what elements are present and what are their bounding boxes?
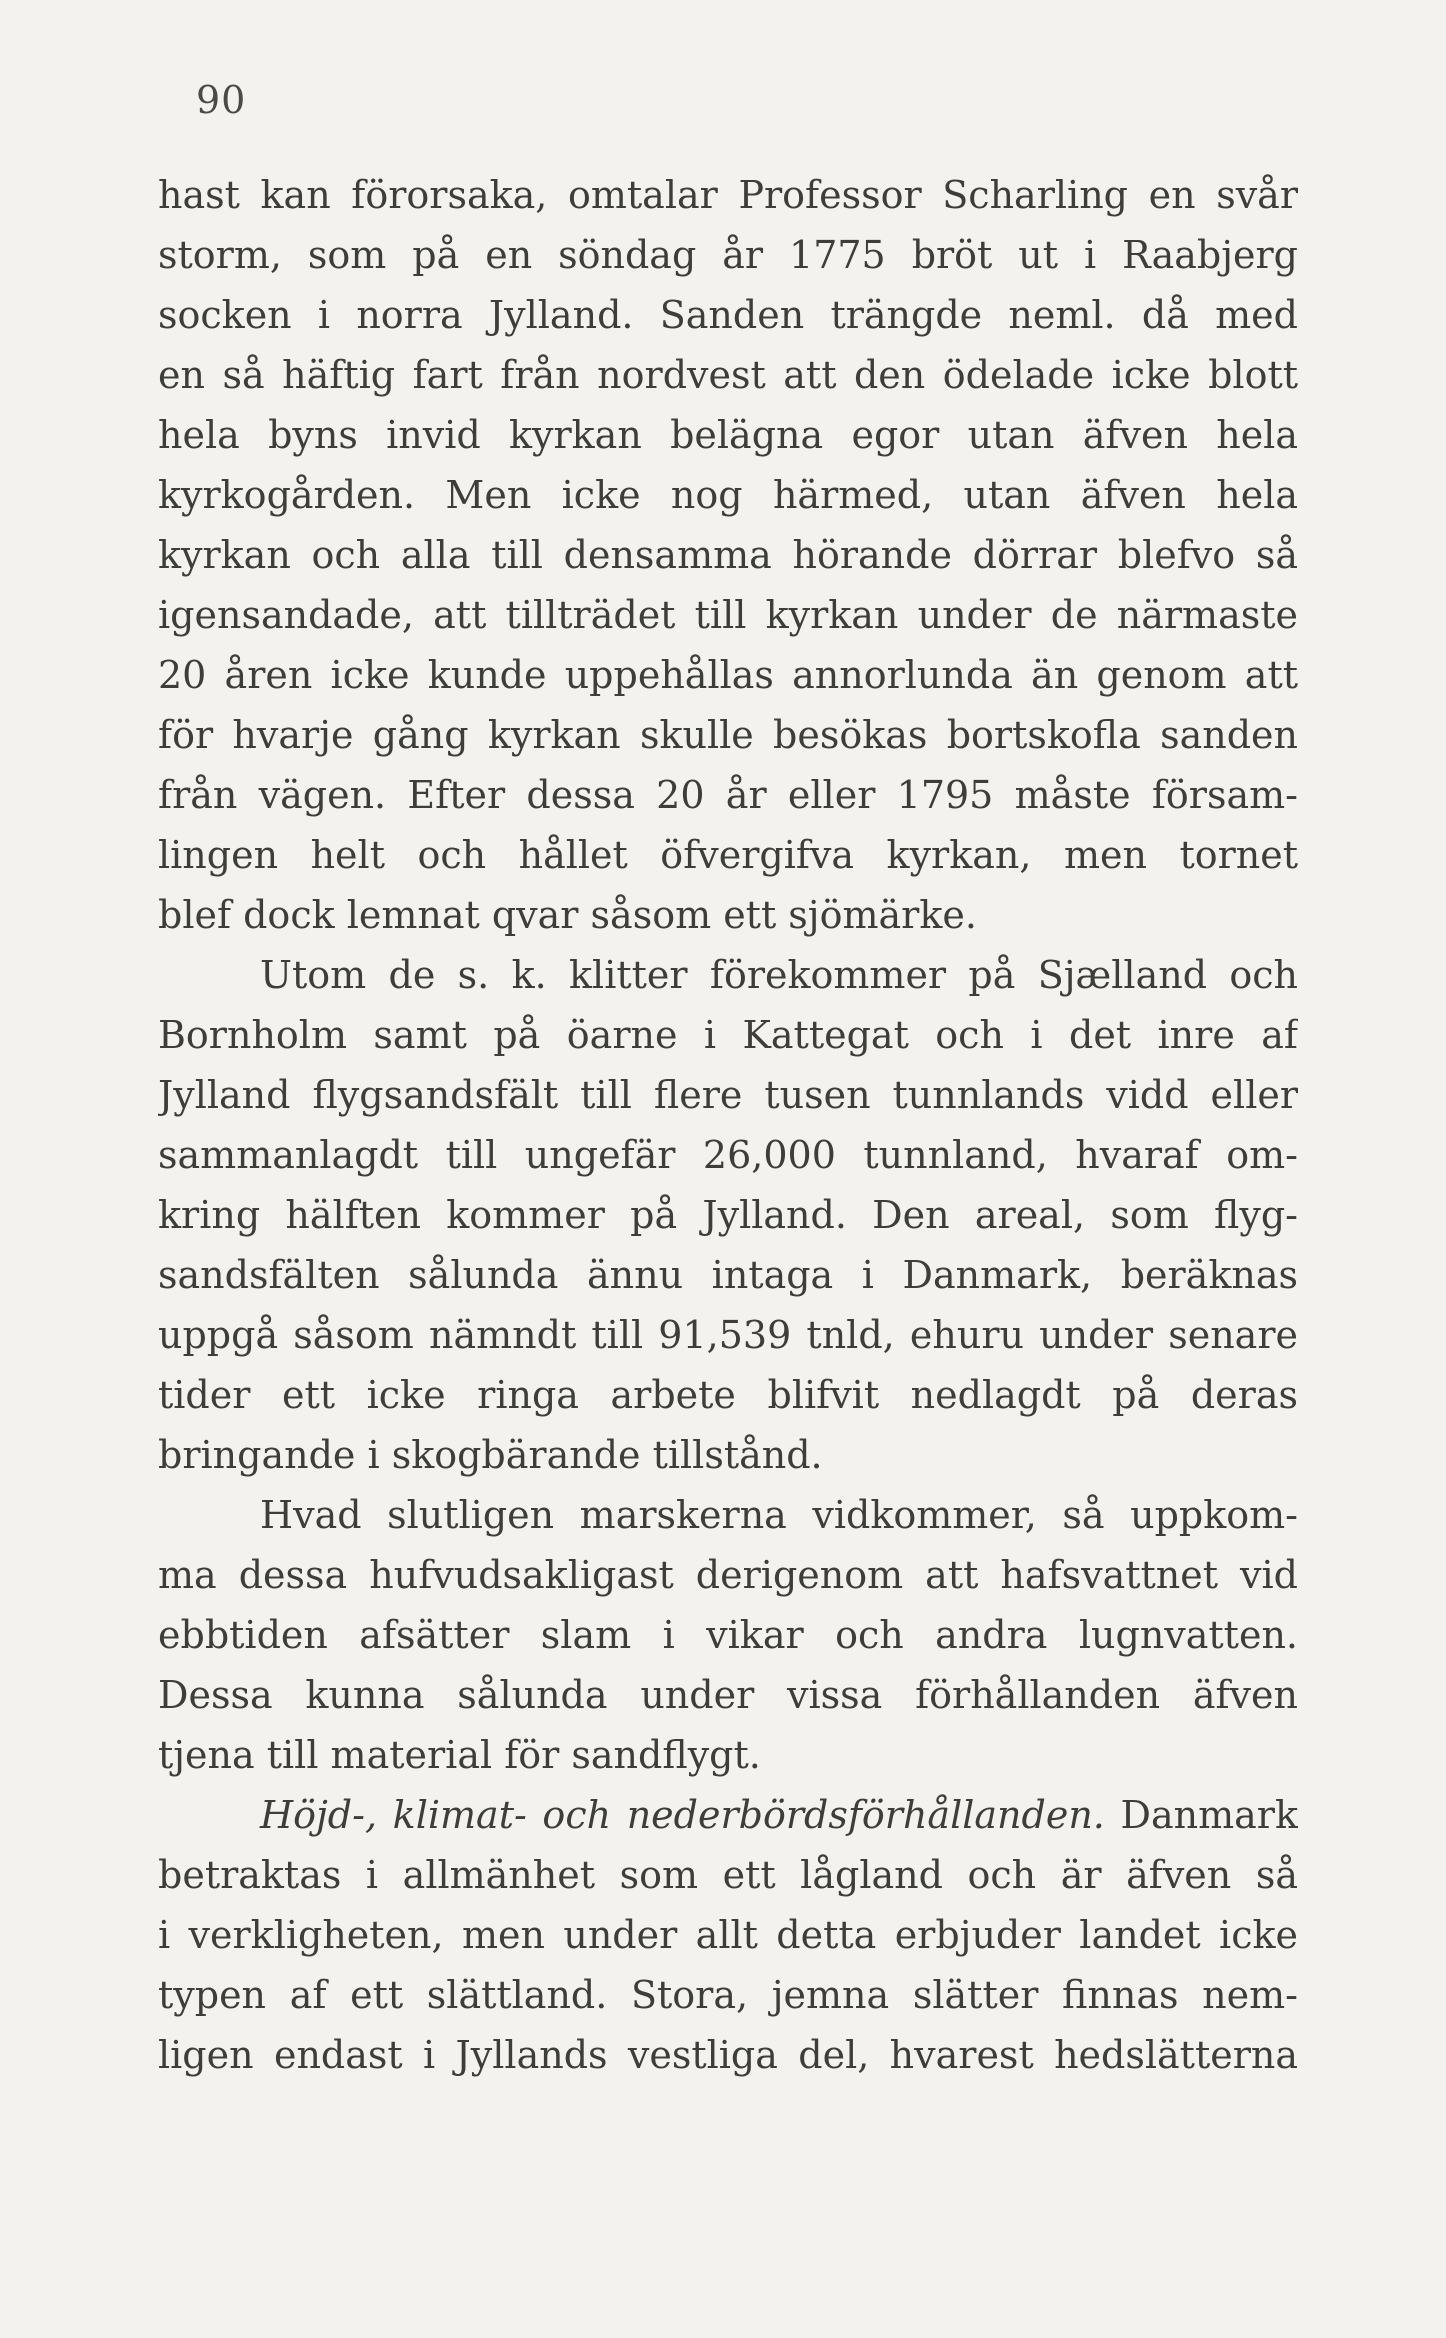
text-line: en så häftig fart från nordvest att den ödelade icke blott <box>158 353 1298 397</box>
text-line: Jylland flygsandsfält till flere tusen tunnlands vidd eller <box>158 1073 1298 1117</box>
text-line: bringande i skogbärande tillstånd. <box>158 1433 823 1477</box>
text-line: lingen helt och hållet öfvergifva kyrkan, men tornet <box>158 833 1298 877</box>
section-heading-line <box>158 1785 1298 1845</box>
text-line: ebbtiden afsätter slam i vikar och andra lugnvatten. <box>158 1613 1298 1657</box>
text-line: Bornholm samt på öarne i Kattegat och i det inre af <box>158 1013 1298 1057</box>
text-line: storm, som på en söndag år 1775 bröt ut i Raabjerg <box>158 233 1298 277</box>
text-line: ma dessa hufvudsakligast derigenom att hafsvattnet vid <box>158 1553 1298 1597</box>
text-line: Hvad slutligen marskerna vidkommer, så uppkom- <box>260 1493 1298 1537</box>
text-fragment: Danmark <box>1120 1793 1298 1837</box>
text-line: kyrkan och alla till densamma hörande dörrar blefvo så <box>158 533 1298 577</box>
text-line: för hvarje gång kyrkan skulle besökas bortskofla sanden <box>158 713 1298 757</box>
text-line: Dessa kunna sålunda under vissa förhållanden äfven <box>158 1673 1298 1717</box>
text-line: tjena till material för sandflygt. <box>158 1733 761 1777</box>
text-line: kring hälften kommer på Jylland. Den areal, som flyg- <box>158 1193 1298 1237</box>
text-line: kyrkogården. Men icke nog härmed, utan äfven hela <box>158 473 1298 517</box>
text-line: hast kan förorsaka, omtalar Professor Scharling en svår <box>158 173 1298 217</box>
text-line: socken i norra Jylland. Sanden trängde neml. då med <box>158 293 1298 337</box>
text-line: tider ett icke ringa arbete blifvit nedlagdt på deras <box>158 1373 1298 1417</box>
body-text <box>158 165 1298 2085</box>
text-line: uppgå såsom nämndt till 91,539 tnld, ehuru under senare <box>158 1313 1298 1357</box>
text-line: i verkligheten, men under allt detta erbjuder landet icke <box>158 1913 1298 1957</box>
text-line: ligen endast i Jyllands vestliga del, hvarest hedslätterna <box>158 2033 1298 2077</box>
text-line: sammanlagdt till ungefär 26,000 tunnland, hvaraf om- <box>158 1133 1298 1177</box>
text-line: blef dock lemnat qvar såsom ett sjömärke. <box>158 893 977 937</box>
page-number: 90 <box>196 78 247 122</box>
section-heading: Höjd-, klimat- och nederbördsförhållanden. <box>260 1793 1105 1837</box>
text-line: igensandade, att tillträdet till kyrkan under de närmaste <box>158 593 1298 637</box>
text-line: 20 åren icke kunde uppehållas annorlunda än genom att <box>158 653 1298 697</box>
text-line: Utom de s. k. klitter förekommer på Sjælland och <box>260 953 1298 997</box>
text-line: från vägen. Efter dessa 20 år eller 1795 måste försam- <box>158 773 1298 817</box>
text-line: hela byns invid kyrkan belägna egor utan äfven hela <box>158 413 1298 457</box>
text-line: betraktas i allmänhet som ett lågland och är äfven så <box>158 1853 1298 1897</box>
text-line: sandsfälten sålunda ännu intaga i Danmark, beräknas <box>158 1253 1298 1297</box>
text-line: typen af ett slättland. Stora, jemna slätter finnas nem- <box>158 1973 1298 2017</box>
